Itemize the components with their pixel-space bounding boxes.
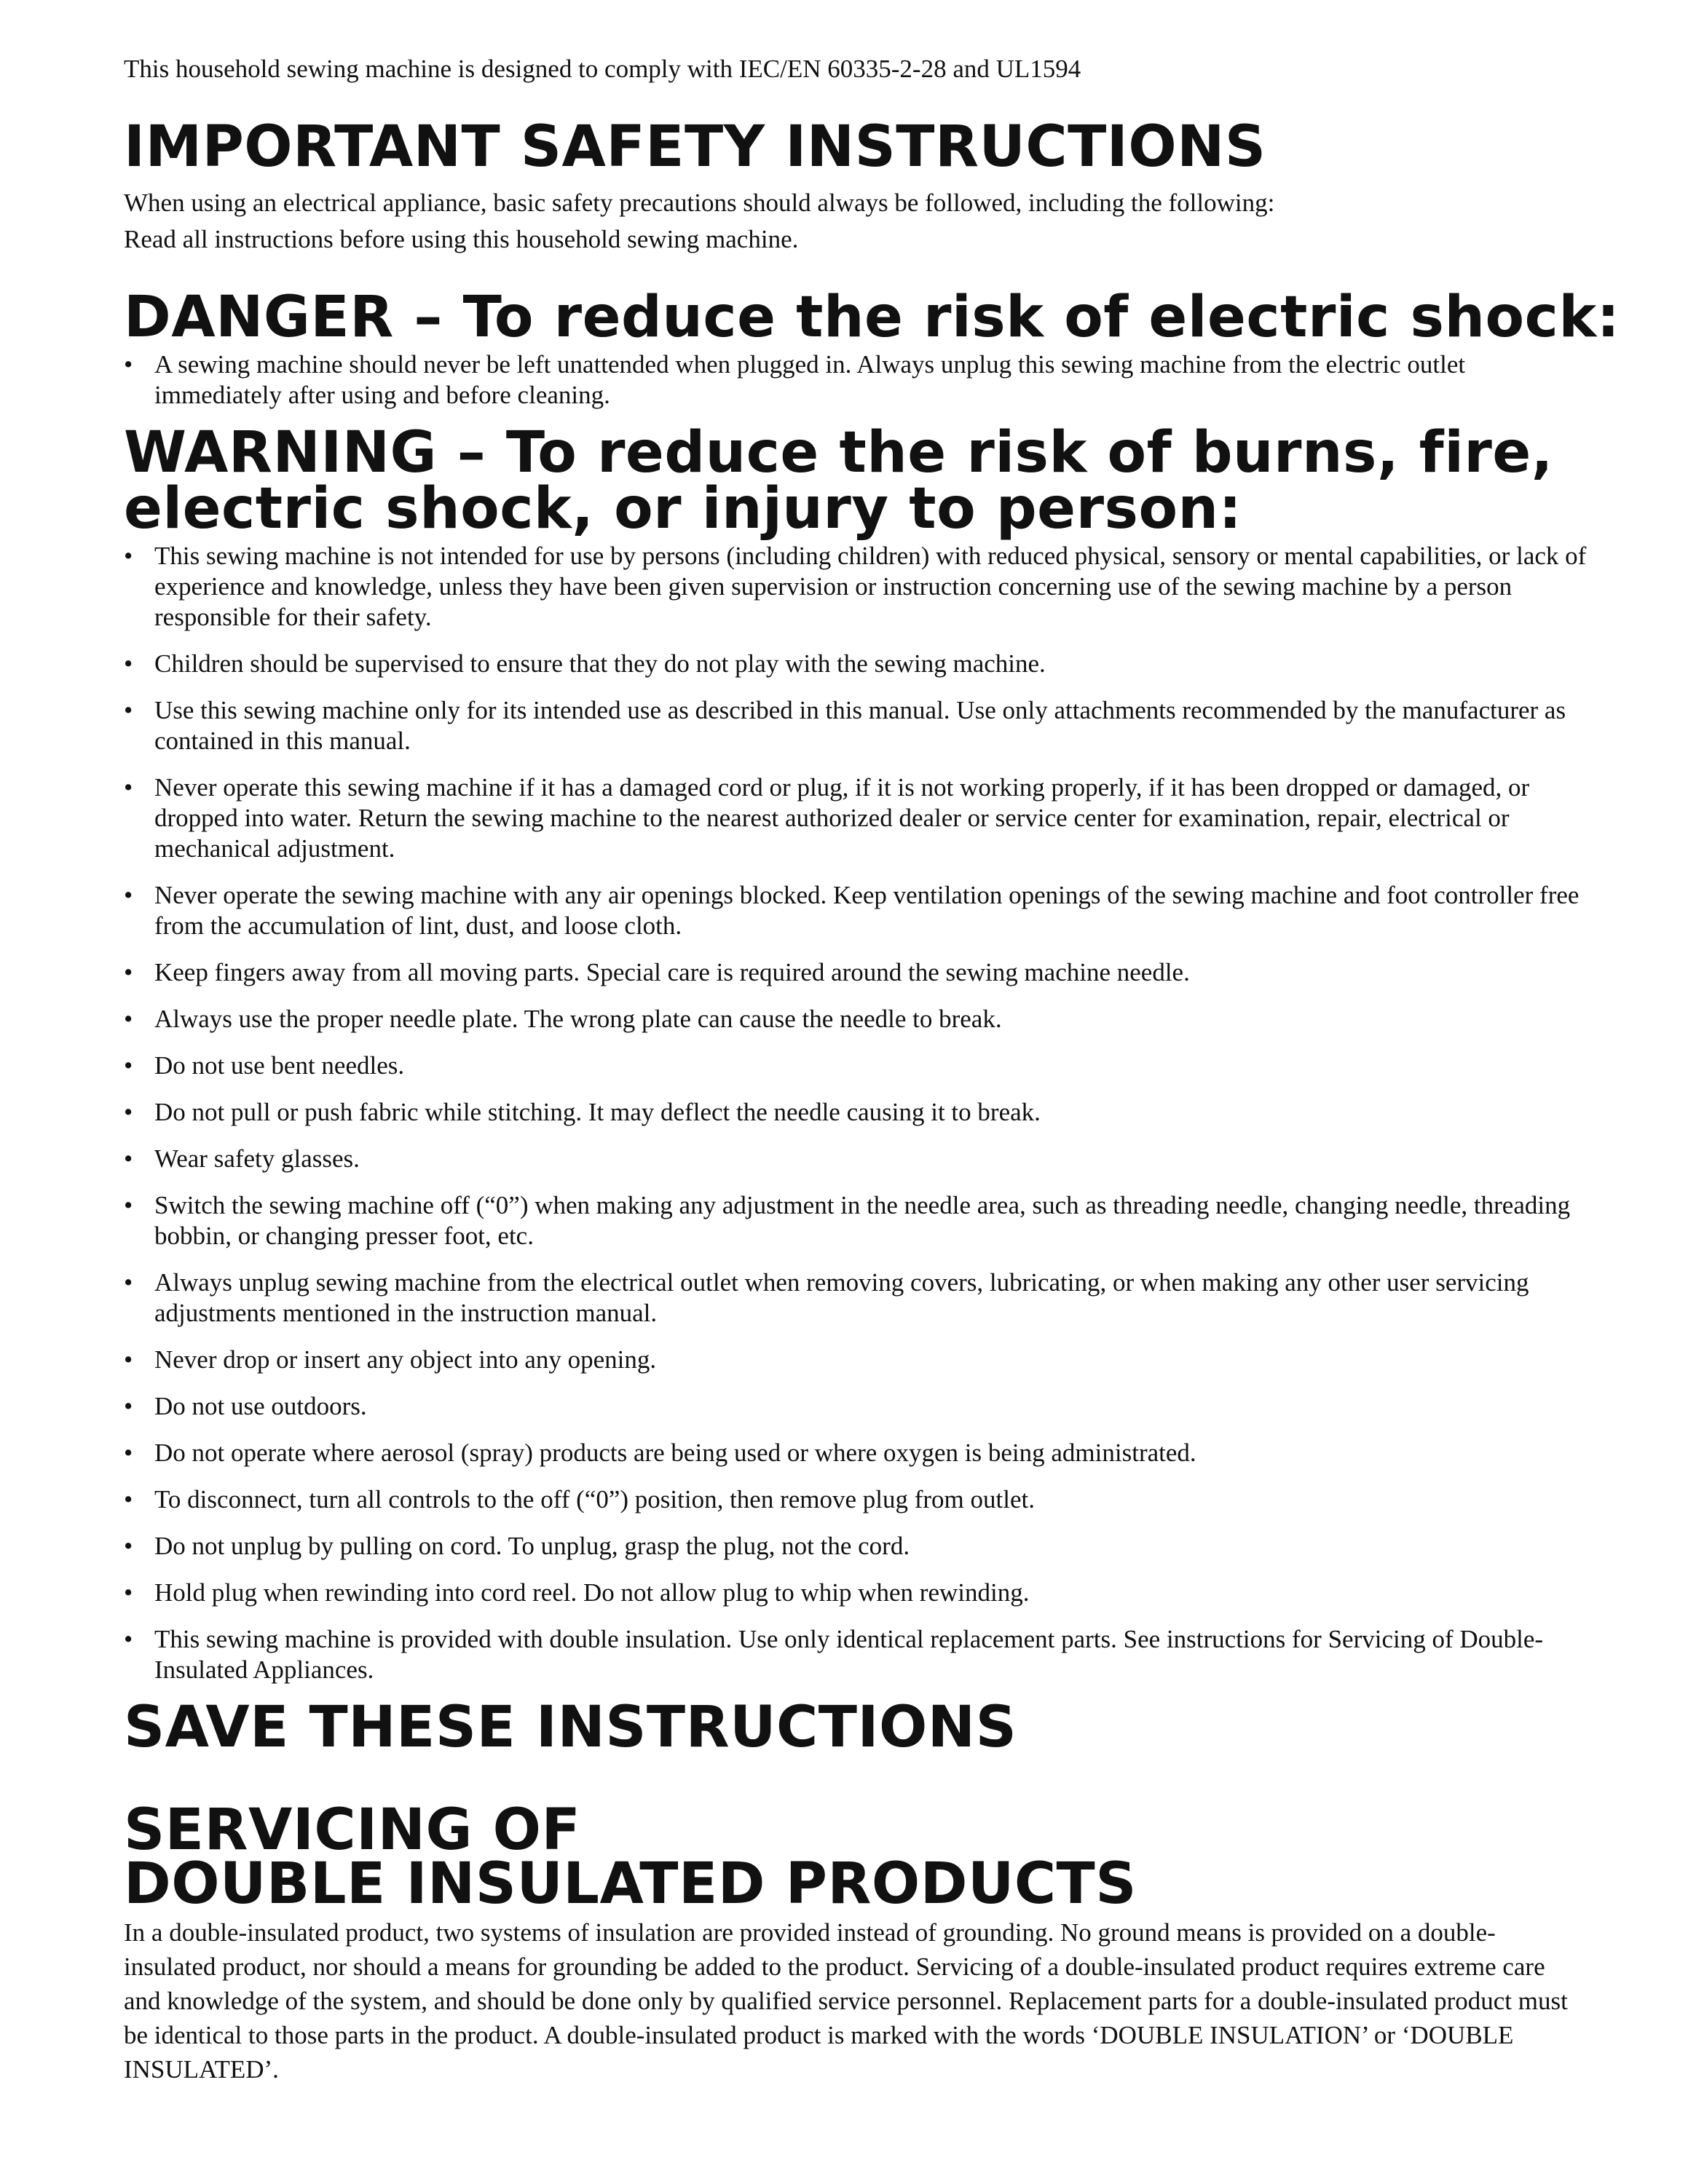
bullet-marker: • — [124, 1532, 133, 1560]
list-item — [124, 1190, 1588, 1251]
list-item — [124, 1004, 1588, 1034]
list-item — [124, 1624, 1588, 1685]
list-item-text: Never drop or insert any object into any opening. — [154, 1345, 657, 1374]
list-item — [124, 1345, 1588, 1375]
bullet-marker: • — [124, 1578, 133, 1607]
list-item — [124, 880, 1588, 941]
warning-heading-line1: WARNING – To reduce the risk of burns, fire, — [124, 420, 1553, 486]
list-item-text: Wear safety glasses. — [154, 1144, 360, 1173]
bullet-marker: • — [124, 1051, 133, 1080]
bullet-marker: • — [124, 958, 133, 986]
servicing-heading-line1: SERVICING OF — [124, 1797, 581, 1863]
intro-line: When using an electrical appliance, basic safety precautions should always be followed, including the following: — [124, 189, 1275, 217]
list-item-text: To disconnect, turn all controls to the off (“0”) position, then remove plug from outlet. — [154, 1485, 1035, 1514]
list-item — [124, 1144, 1588, 1174]
list-item — [124, 1531, 1588, 1562]
bullet-marker: • — [124, 1191, 133, 1219]
list-item-text: Do not operate where aerosol (spray) products are being used or where oxygen is being administrated. — [154, 1439, 1196, 1467]
bullet-marker: • — [124, 1268, 133, 1297]
list-item-text: A sewing machine should never be left unattended when plugged in. Always unplug this sewing machine from the electric outlet immediately after using and before cleaning. — [154, 350, 1466, 409]
list-item-text: Always unplug sewing machine from the electrical outlet when removing covers, lubricating, or when making any other user servicing adjustments mentioned in the instruction manual. — [154, 1268, 1529, 1327]
list-item — [124, 772, 1588, 864]
bullet-marker: • — [124, 881, 133, 909]
bullet-marker: • — [124, 773, 133, 802]
list-item-text: Switch the sewing machine off (“0”) when making any adjustment in the needle area, such as threading needle, changing needle, threading bobbin, or changing presser foot, etc. — [154, 1191, 1571, 1250]
bullet-marker: • — [124, 1485, 133, 1514]
list-item — [124, 1267, 1588, 1329]
list-item — [124, 1391, 1588, 1422]
save-instructions-heading: SAVE THESE INSTRUCTIONS — [124, 1695, 1017, 1760]
list-item — [124, 649, 1588, 679]
bullet-marker: • — [124, 1144, 133, 1173]
bullet-marker: • — [124, 696, 133, 724]
list-item — [124, 1438, 1588, 1468]
list-item-text: This sewing machine is not intended for use by persons (including children) with reduced physical, sensory or mental capabilities, or lack of experience and knowledge, unless they have been given supervision or instruction concerning use of the sewing machine by a person responsible for their safety. — [154, 542, 1587, 631]
list-item — [124, 1051, 1588, 1081]
danger-heading: DANGER – To reduce the risk of electric shock: — [124, 285, 1620, 350]
list-item-text: Do not unplug by pulling on cord. To unplug, grasp the plug, not the cord. — [154, 1532, 910, 1560]
list-item — [124, 1578, 1588, 1608]
warning-list — [124, 541, 1588, 1685]
compliance-note: This household sewing machine is designed to comply with IEC/EN 60335-2-28 and UL1594 — [124, 55, 1081, 83]
list-item — [124, 541, 1588, 633]
list-item-text: Use this sewing machine only for its intended use as described in this manual. Use only attachments recommended by the manufacturer as contained in this manual. — [154, 696, 1566, 755]
list-item-text: Children should be supervised to ensure that they do not play with the sewing machine. — [154, 649, 1046, 678]
list-item-text: Do not use bent needles. — [154, 1051, 405, 1080]
bullet-marker: • — [124, 1439, 133, 1467]
bullet-marker: • — [124, 1392, 133, 1420]
list-item-text: Hold plug when rewinding into cord reel. Do not allow plug to whip when rewinding. — [154, 1578, 1030, 1607]
list-item-text: Do not use outdoors. — [154, 1392, 367, 1420]
servicing-heading-line2: DOUBLE INSULATED PRODUCTS — [124, 1851, 1137, 1917]
bullet-marker: • — [124, 1098, 133, 1126]
bullet-marker: • — [124, 350, 133, 379]
list-item-text: Always use the proper needle plate. The wrong plate can cause the needle to break. — [154, 1005, 1002, 1033]
list-item-text: Keep fingers away from all moving parts. Special care is required around the sewing machine needle. — [154, 958, 1190, 986]
danger-list — [124, 349, 1588, 411]
bullet-marker: • — [124, 542, 133, 570]
list-item — [124, 957, 1588, 988]
bullet-marker: • — [124, 1005, 133, 1033]
warning-heading-line2: electric shock, or injury to person: — [124, 476, 1242, 542]
intro-line: Read all instructions before using this household sewing machine. — [124, 225, 799, 253]
bullet-marker: • — [124, 649, 133, 678]
list-item — [124, 695, 1588, 756]
page-title: IMPORTANT SAFETY INSTRUCTIONS — [124, 114, 1266, 180]
list-item — [124, 1484, 1588, 1515]
servicing-body: In a double-insulated product, two systems of insulation are provided instead of grounding. No ground means is provided on a double-insulated product, nor should a means for grounding be added to the product. Servicing of a double-insulated product requires extreme care and knowledge of the system, and should be done only by qualified service personnel. Replacement parts for a double-insulated product must be identical to those parts in the product. A double-insulated product is marked with the words ‘DOUBLE INSULATION’ or ‘DOUBLE INSULATED’. — [124, 1918, 1568, 2084]
list-item-text: Do not pull or push fabric while stitching. It may deflect the needle causing it to break. — [154, 1098, 1041, 1126]
bullet-marker: • — [124, 1625, 133, 1653]
intro-text — [124, 185, 1274, 258]
list-item — [124, 349, 1588, 411]
list-item — [124, 1097, 1588, 1128]
list-item-text: Never operate this sewing machine if it has a damaged cord or plug, if it is not working properly, if it has been dropped or damaged, or dropped into water. Return the sewing machine to the nearest authorized dealer or service center for examination, repair, electrical or mechanical adjustment. — [154, 773, 1530, 863]
list-item-text: Never operate the sewing machine with any air openings blocked. Keep ventilation openings of the sewing machine and foot controller free from the accumulation of lint, dust, and loose cloth. — [154, 881, 1579, 940]
bullet-marker: • — [124, 1345, 133, 1374]
list-item-text: This sewing machine is provided with double insulation. Use only identical replacement parts. See instructions for Servicing of Double-Insulated Appliances. — [154, 1625, 1544, 1684]
